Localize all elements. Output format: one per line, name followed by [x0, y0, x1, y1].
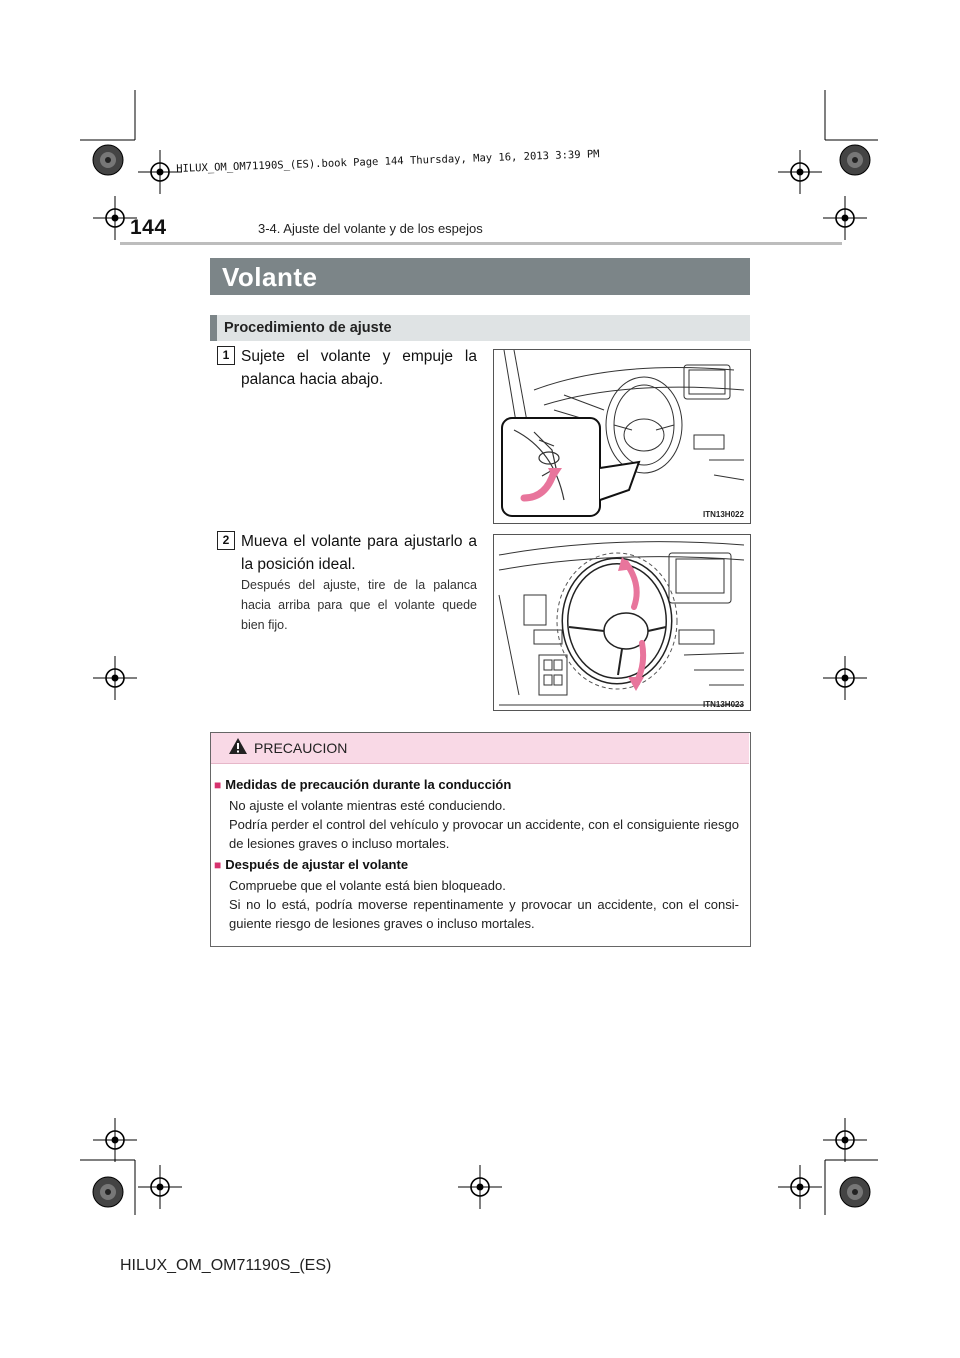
steering-lever-illustration — [494, 350, 750, 523]
print-stamp: HILUX_OM_OM71190S_(ES).book Page 144 Thursday, May 16, 2013 3:39 PM — [176, 148, 600, 175]
caution-title: PRECAUCION — [254, 740, 348, 756]
caution-item-2-heading-text: Después de ajustar el volante — [225, 857, 409, 872]
step-2-text: Mueva el volante para ajustarlo a la posición ideal. — [241, 533, 477, 573]
subtitle: Procedimiento de ajuste — [224, 320, 392, 336]
footer-code: HILUX_OM_OM71190S_(ES) — [120, 1257, 332, 1274]
figure-step-2 — [493, 534, 751, 711]
header-rule — [120, 242, 842, 245]
square-bullet-icon: ■ — [214, 778, 222, 792]
caution-item-2-heading — [214, 857, 408, 872]
figure-2-code: ITN13H023 — [703, 700, 744, 709]
page-title: Volante — [222, 262, 318, 292]
caution-item-2-text: Compruebe que el volante está bien bloqueado. Si no lo está, podría moverse repentinamente y provocar un accidente, con el consi-guiente riesgo de lesiones graves o incluso mortales. — [229, 878, 739, 931]
figure-step-1 — [493, 349, 751, 524]
subtitle-accent — [210, 315, 217, 341]
section-title: 3-4. Ajuste del volante y de los espejos — [258, 221, 483, 236]
caution-item-1-heading-text: Medidas de precaución durante la conducción — [225, 777, 512, 792]
steering-adjust-illustration — [494, 535, 750, 710]
page-number: 144 — [130, 216, 167, 239]
caution-item-1-text: No ajuste el volante mientras esté conduciendo. Podría perder el control del vehículo y provocar un accidente, con el consiguiente riesgo de lesiones graves o incluso mortales. — [229, 798, 739, 851]
square-bullet-icon: ■ — [214, 858, 222, 872]
step-2-note: Después del ajuste, tire de la palanca hacia arriba para que el volante quede bien fijo. — [241, 578, 477, 632]
step-1-text: Sujete el volante y empuje la palanca hacia abajo. — [241, 348, 477, 388]
figure-1-code: ITN13H022 — [703, 510, 744, 519]
step-1-badge: 1 — [217, 346, 235, 365]
step-2-badge: 2 — [217, 531, 235, 550]
warning-triangle-icon — [228, 737, 248, 755]
caution-item-1-heading — [214, 777, 511, 792]
